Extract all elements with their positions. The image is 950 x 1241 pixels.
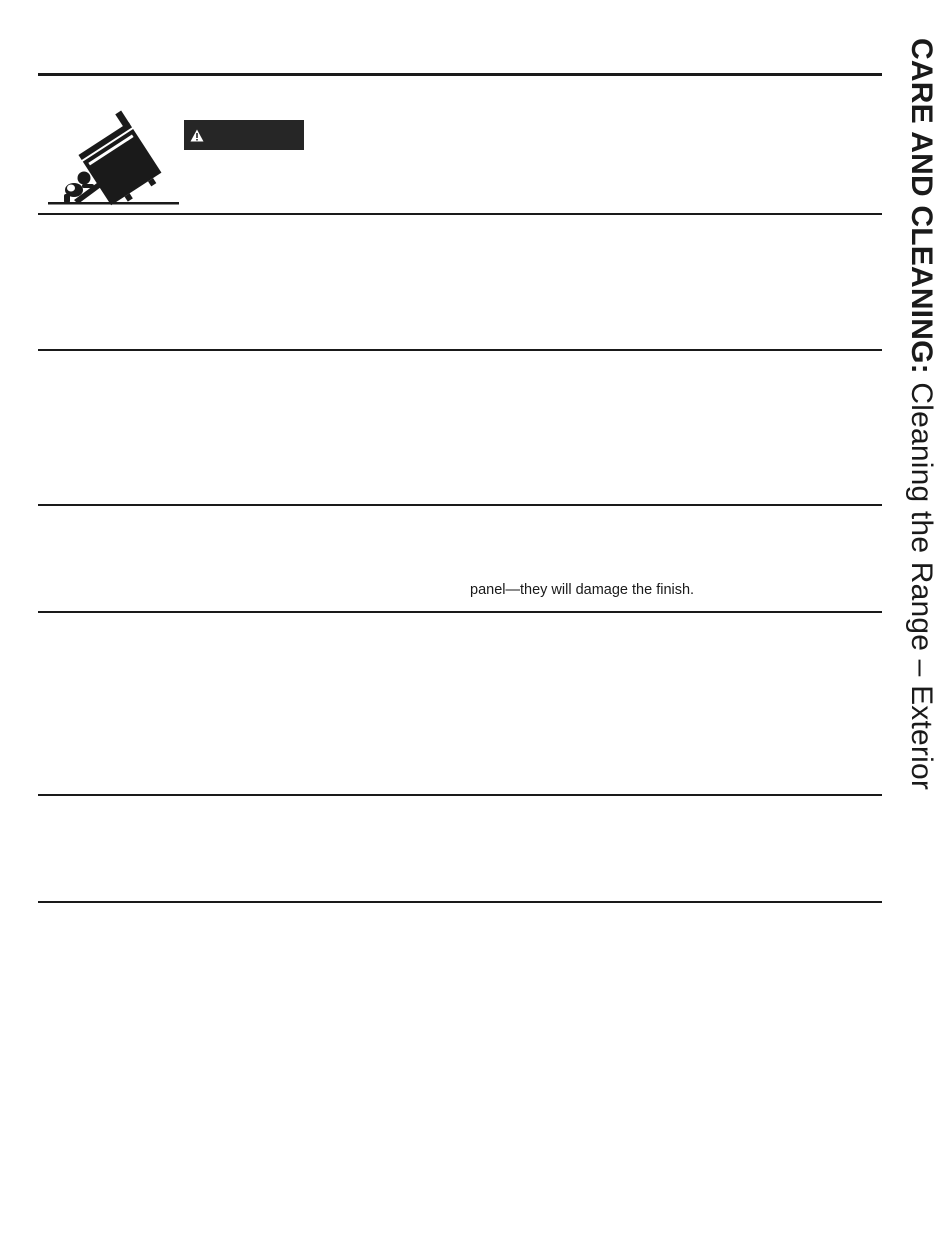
- warning-label-bar: [184, 120, 304, 150]
- section-divider: [38, 504, 882, 506]
- section-divider: [38, 213, 882, 215]
- section-divider: [38, 349, 882, 351]
- section-divider: [38, 901, 882, 903]
- topic-title: Cleaning the Range – Exterior: [905, 373, 938, 791]
- top-rule: [38, 73, 882, 76]
- section-divider: [38, 794, 882, 796]
- section-divider: [38, 611, 882, 613]
- section-title: CARE AND CLEANING:: [905, 38, 938, 374]
- cleaning-instruction-text: panel—they will damage the finish.: [470, 582, 695, 598]
- page-side-title: [903, 38, 939, 790]
- range-tip-over-icon: [48, 108, 182, 208]
- warning-triangle-icon: [190, 129, 204, 142]
